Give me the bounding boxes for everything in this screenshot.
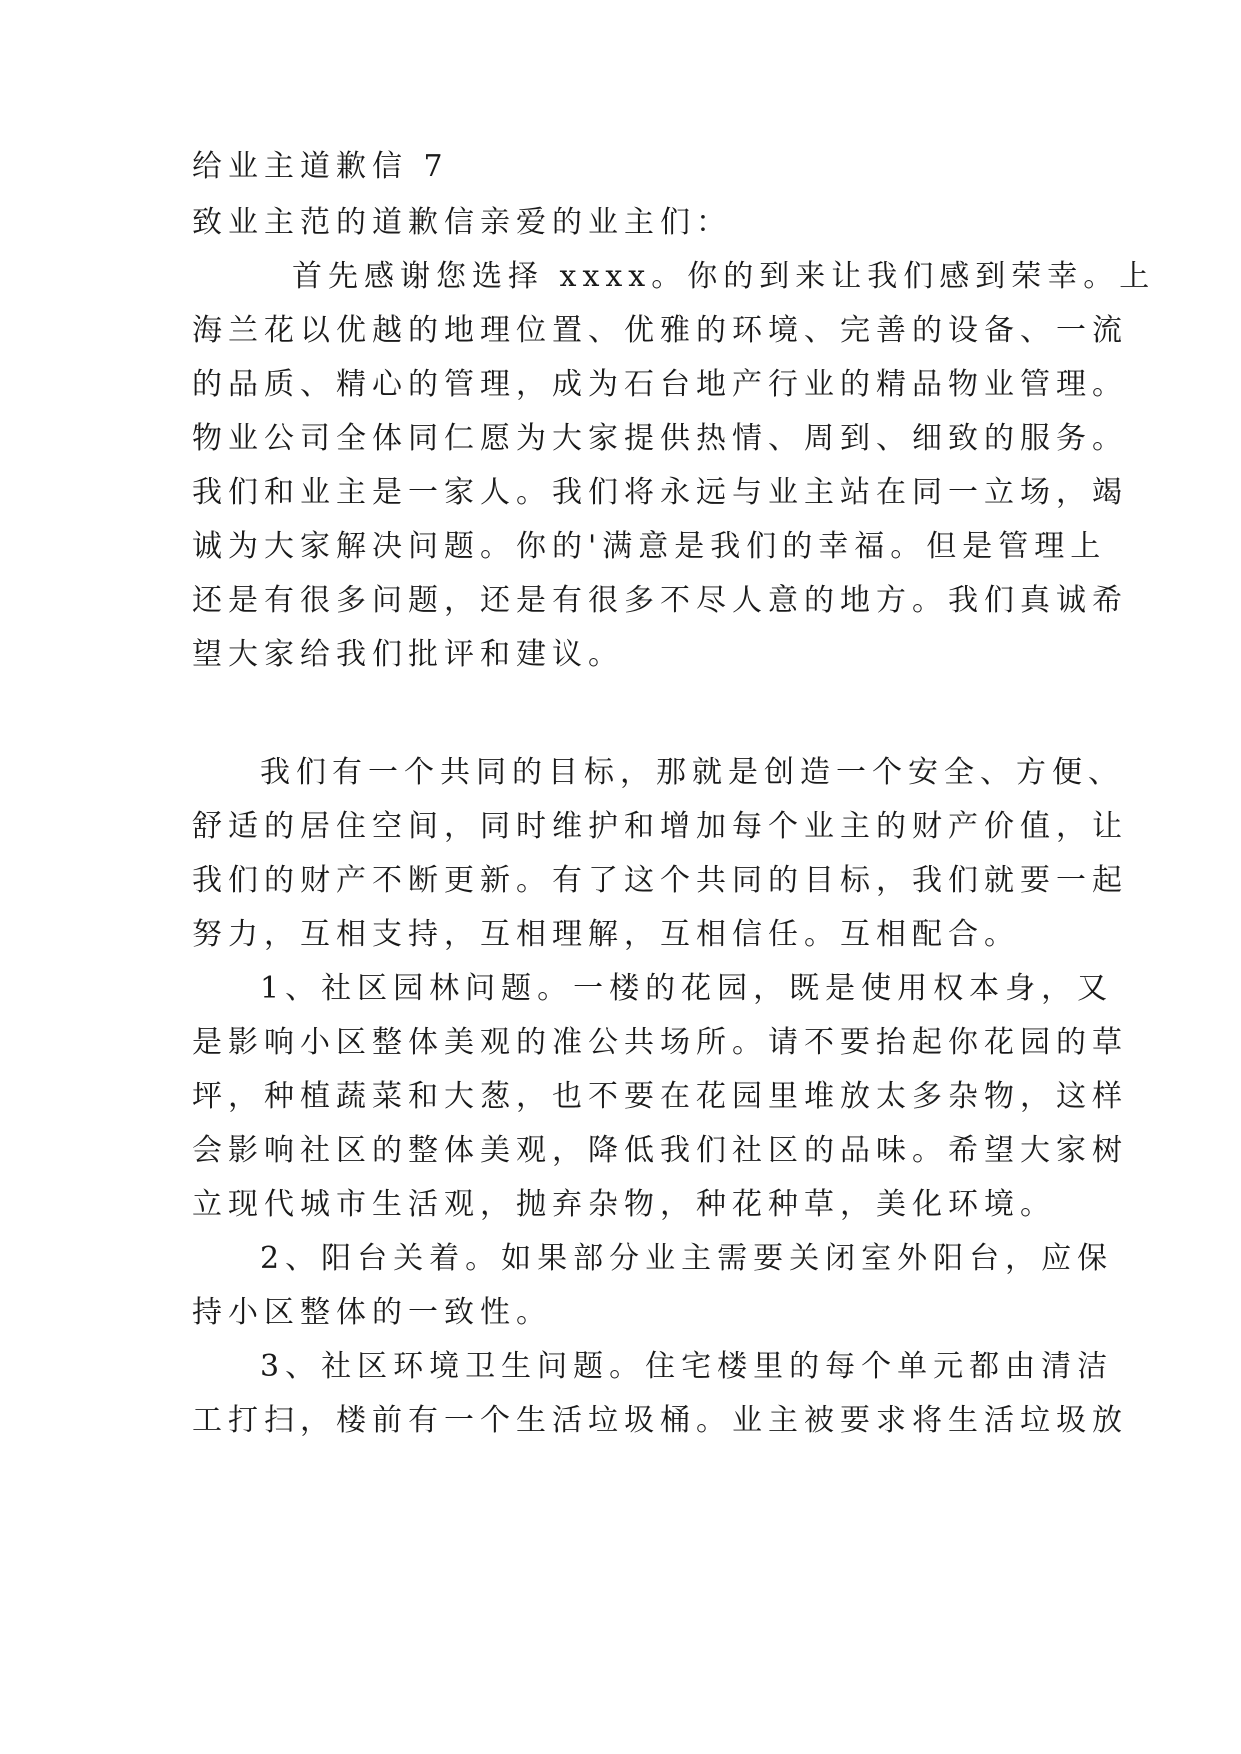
text-line: 物业公司全体同仁愿为大家提供热情、周到、细致的服务。 [192, 421, 1128, 456]
text-line: 诚为大家解决问题。你的'满意是我们的幸福。但是管理上 [192, 529, 1107, 564]
list-item-1 [192, 962, 1128, 1232]
paragraph-2 [192, 746, 1128, 962]
text-line: 是影响小区整体美观的准公共场所。请不要抬起你花园的草 [192, 1025, 1128, 1060]
text-line: 还是有很多问题，还是有很多不尽人意的地方。我们真诚希 [192, 583, 1128, 618]
text-line: 2、阳台关着。如果部分业主需要关闭室外阳台，应保 [260, 1241, 1114, 1276]
text-line: 1、社区园林问题。一楼的花园，既是使用权本身，又 [260, 971, 1114, 1006]
text-line: 会影响社区的整体美观，降低我们社区的品味。希望大家树 [192, 1133, 1128, 1168]
paragraph-gap [192, 682, 1072, 746]
text-line: 持小区整体的一致性。 [192, 1295, 552, 1330]
text-line: 我们的财产不断更新。有了这个共同的目标，我们就要一起 [192, 863, 1128, 898]
text-line: 努力，互相支持，互相理解，互相信任。互相配合。 [192, 917, 1020, 952]
salutation: 致业主范的道歉信亲爱的业主们： [192, 205, 732, 240]
text-line: 3、社区环境卫生问题。住宅楼里的每个单元都由清洁 [260, 1349, 1114, 1384]
text-line: 的品质、精心的管理，成为石台地产行业的精品物业管理。 [192, 367, 1128, 402]
list-item-2 [192, 1232, 1114, 1340]
text-line: 舒适的居住空间，同时维护和增加每个业主的财产价值，让 [192, 809, 1128, 844]
text-line: 我们和业主是一家人。我们将永远与业主站在同一立场，竭 [192, 475, 1128, 510]
paragraph-1 [192, 250, 1156, 682]
text-line: 我们有一个共同的目标，那就是创造一个安全、方便、 [260, 755, 1124, 790]
text-line: 坪，种植蔬菜和大葱，也不要在花园里堆放太多杂物，这样 [192, 1079, 1128, 1114]
text-line: 海兰花以优越的地理位置、优雅的环境、完善的设备、一流 [192, 313, 1128, 348]
text-line: 首先感谢您选择 xxxx。你的到来让我们感到荣幸。上 [292, 259, 1156, 294]
document-page [192, 140, 1156, 1448]
text-line: 望大家给我们批评和建议。 [192, 637, 624, 672]
document-title: 给业主道歉信 7 [192, 149, 449, 184]
list-item-3 [192, 1340, 1128, 1448]
text-line: 工打扫，楼前有一个生活垃圾桶。业主被要求将生活垃圾放 [192, 1403, 1128, 1438]
text-line: 立现代城市生活观，抛弃杂物，种花种草，美化环境。 [192, 1187, 1056, 1222]
